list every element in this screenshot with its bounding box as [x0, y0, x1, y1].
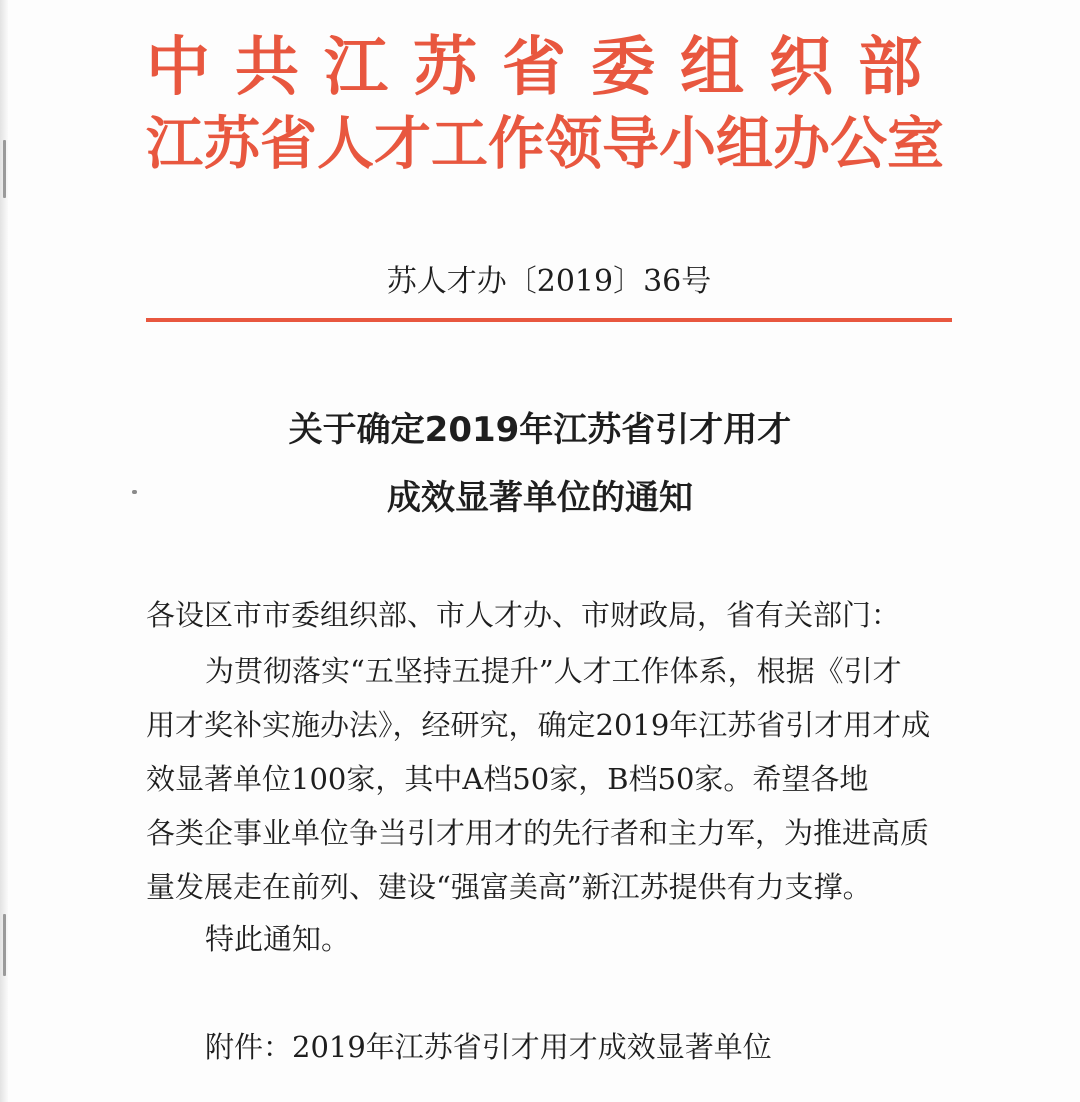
binding-mark [3, 140, 6, 198]
binding-mark [3, 914, 6, 976]
body-line-1: 为贯彻落实“五坚持五提升”人才工作体系，根据《引才 [205, 654, 902, 688]
document-number: 苏人才办〔2019〕36号 [386, 264, 712, 299]
document-title-line-2: 成效显著单位的通知 [387, 478, 693, 518]
body-line-3: 效显著单位100家，其中A档50家，B档50家。希望各地 [146, 762, 869, 796]
body-line-2: 用才奖补实施办法》，经研究，确定2019年江苏省引才用才成 [146, 708, 931, 742]
letterhead-line-2: 江苏省人才工作领导小组办公室 [146, 111, 944, 177]
letterhead-line-1: 中共江苏省委组织部 [146, 31, 947, 105]
closing-line: 特此通知。 [205, 922, 351, 956]
document-title-line-1: 关于确定2019年江苏省引才用才 [288, 410, 792, 450]
body-line-4: 各类企事业单位争当引才用才的先行者和主力军，为推进高质 [146, 816, 930, 850]
red-divider [146, 318, 952, 322]
addressee-line: 各设区市市委组织部、市人才办、市财政局，省有关部门： [146, 598, 901, 632]
attachment-line: 附件：2019年江苏省引才用才成效显著单位 [205, 1030, 772, 1064]
body-line-5: 量发展走在前列、建设“强富美高”新江苏提供有力支撑。 [146, 870, 872, 904]
